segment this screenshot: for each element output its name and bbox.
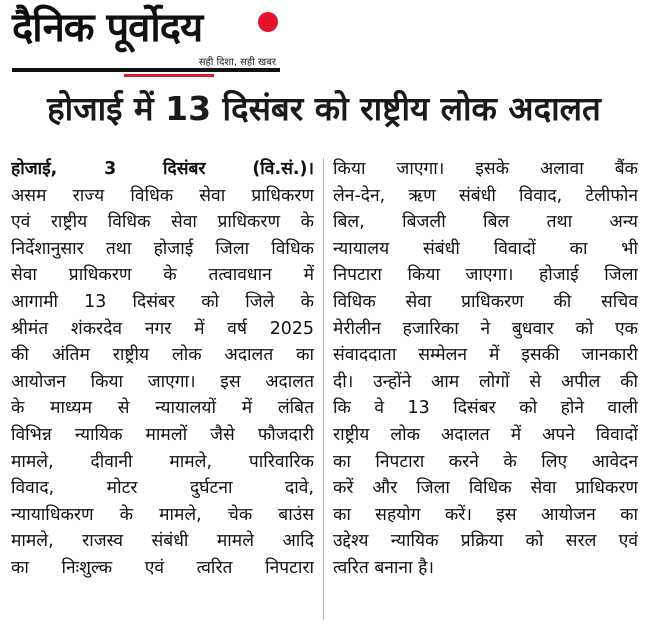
article-column-1 — [11, 156, 314, 624]
article-line: असम राज्य विधिक सेवा प्राधिकरण — [11, 185, 314, 206]
article-line: न्यायालय संबंधी विवादों का भी — [333, 238, 638, 259]
article-dateline: होजाई, 3 दिसंबर (वि.सं.)। — [11, 159, 314, 179]
article-line: उद्देश्य न्यायिक प्रक्रिया को सरल एवं — [333, 531, 638, 552]
article-line: सेवा प्राधिकरण के तत्वावधान में — [11, 265, 314, 286]
article-line: निपटारा किया जाएगा। होजाई जिला — [333, 265, 638, 286]
article-line: राष्ट्रीय लोक अदालत में अपने विवादों — [333, 424, 638, 445]
article-line: करें और जिला विधिक सेवा प्राधिकरण — [333, 478, 638, 499]
logo-word-2: पूर्वोदय — [106, 5, 203, 51]
article-line: विवाद, मोटर दुर्घटना दावे, — [11, 478, 314, 499]
article-line: दी। उन्होंने आम लोगों से अपील की — [333, 371, 638, 392]
article-line: निर्देशानुसार तथा होजाई जिला विधिक — [11, 238, 314, 259]
article-line: श्रीमंत शंकरदेव नगर में वर्ष 2025 — [11, 318, 314, 339]
article-line: त्वरित बनाना है। — [333, 557, 434, 578]
article-line: मामले, राजस्व संबंधी मामले आदि — [11, 531, 314, 552]
column-divider — [323, 158, 324, 620]
article-line: का निःशुल्क एवं त्वरित निपटारा — [11, 557, 314, 578]
article-line: की अंतिम राष्ट्रीय लोक अदालत का — [11, 345, 314, 366]
article-line: विधिक सेवा प्राधिकरण की सचिव — [333, 291, 638, 312]
article-line: के माध्यम से न्यायालयों में लंबित — [11, 398, 314, 419]
article-line: न्यायाधिकरण के मामले, चेक बाउंस — [11, 504, 314, 525]
masthead-rule — [12, 68, 280, 72]
article-headline: होजाई में 13 दिसंबर को राष्ट्रीय लोक अदालत — [47, 89, 601, 128]
article-column-2 — [333, 156, 638, 624]
article-line: मामले, दीवानी मामले, पारिवारिक — [11, 451, 314, 472]
article-line: एवं राष्ट्रीय विधिक सेवा प्राधिकरण के — [11, 212, 314, 233]
article-line: बिल, बिजली बिल तथा अन्य — [333, 212, 638, 233]
sun-emblem-icon — [258, 12, 278, 32]
article-line: आयोजन किया जाएगा। इस अदालत — [11, 371, 314, 392]
article-line: कि वे 13 दिसंबर को होने वाली — [333, 398, 638, 419]
article-line: मेरीलीन हजारिका ने बुधवार को एक — [333, 318, 638, 339]
article-line: का सहयोग करें। इस आयोजन का — [333, 504, 638, 525]
article-line: आगामी 13 दिसंबर को जिले के — [11, 291, 314, 312]
article-line: का निपटारा करने के लिए आवेदन — [333, 451, 638, 472]
logo-word-1: दैनिक — [12, 5, 107, 51]
newspaper-tagline: सही दिशा, सही खबर — [198, 57, 276, 68]
article-line: लेन-देन, ऋण संबंधी विवाद, टेलीफोन — [333, 185, 638, 206]
article-line: किया जाएगा। इसके अलावा बैंक — [333, 159, 638, 179]
newspaper-masthead — [12, 4, 280, 76]
newspaper-logo — [12, 4, 202, 52]
article-line: विभिन्न न्यायिक मामलों जैसे फौजदारी — [11, 424, 314, 445]
article-line: संवाददाता सम्मेलन में इसकी जानकारी — [333, 345, 638, 366]
masthead-red-bar — [124, 74, 214, 77]
